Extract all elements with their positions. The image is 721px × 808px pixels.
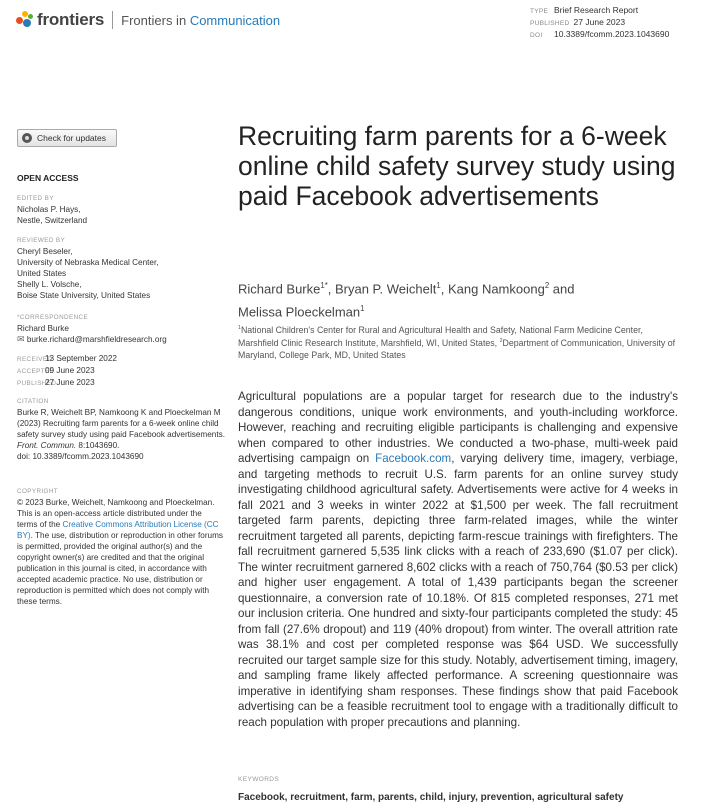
brand-name: frontiers — [37, 10, 105, 29]
correspondence-label: *CORRESPONDENCE — [17, 314, 89, 321]
affiliations — [238, 323, 683, 361]
copyright-label: COPYRIGHT — [17, 488, 59, 495]
open-access-label: OPEN ACCESS — [17, 173, 79, 183]
edited-by-label: EDITED BY — [17, 195, 54, 202]
correspondence-section — [17, 313, 227, 345]
author-name[interactable]: Kang Namkoong — [447, 281, 545, 297]
published-date: 27 June 2023 — [45, 378, 95, 387]
published-label: PUBLISHED — [17, 380, 57, 387]
author-name[interactable]: Richard Burke — [238, 281, 321, 297]
citation-doi[interactable]: doi: 10.3389/fcomm.2023.1043690 — [17, 452, 144, 461]
received-label: RECEIVED — [17, 356, 53, 363]
reviewer-affiliation: United States — [17, 269, 67, 278]
logo-divider — [112, 11, 113, 29]
reviewed-by-label: REVIEWED BY — [17, 237, 66, 244]
author-list — [238, 276, 658, 323]
envelope-icon: ✉ — [17, 334, 25, 344]
reviewer-affiliation: University of Nebraska Medical Center, — [17, 258, 159, 267]
citation-text — [17, 407, 227, 462]
copyright-section — [17, 487, 223, 607]
copyright-text — [17, 497, 223, 607]
author-separator: and — [549, 281, 575, 297]
abstract-text-end: , varying delivery time, imagery, verbiage, and targeting methods to recruit U.S. farm parents for an online survey study investigating childhood agricultural safety. Advertisements were active for 4 weeks in fall 2021 and 3 weeks in winter 2022 at $1,500 per week. The fall recruitment targeted farm parents, depicting three farm-related images, while the winter recruitment targeted all parents, depicting farm-rescue trainings with firefighters. The fall recruitment garnered 5,535 link clicks with a reach of 233,690 ($1.07 per click). The winter recruitment garnered 8,602 clicks with a reach of 750,764 ($0.53 per click) and higher user engagement. A total of 1,439 participants began the screener questionnaire, a conversion rate of 10.18%. Of 815 completed responses, 271 met our inclusion criteria. One hundred and sixty-four participants completed the study: 45 from fall (27.6% dropout) and 119 (40% dropout) from winter. The overall attrition rate was 38.1% and cost per completed response was $64 USD. We successfully recruited our target sample size for this study. Notably, advertisement timing, imagery, and sampling frame likely affected performance. A screening questionnaire was imperative in identifying sham responses. These findings show that paid Facebook advertising can be a feasible recruitment tool to engage with a traditionally difficult to reach population with proper precautions and planning. — [238, 452, 678, 729]
copyright-body: © 2023 Burke, Weichelt, Namkoong and Ploeckelman. This is an open-access article distributed under the terms of the — [17, 498, 215, 529]
accepted-date: 09 June 2023 — [45, 366, 95, 375]
affiliation-marker: 2 — [499, 338, 503, 345]
affiliation-2: Department of Communication, University of Maryland, College Park, MD, United States — [238, 338, 676, 360]
reviewer-affiliation: Boise State University, United States — [17, 291, 151, 300]
author-name[interactable]: Melissa Ploeckelman — [238, 304, 361, 320]
doi-label: DOI — [530, 32, 543, 39]
reviewer-name: Shelly L. Volsche, — [17, 280, 82, 289]
cc-license-link[interactable]: Creative Commons Attribution License (CC BY) — [17, 520, 219, 540]
keywords-label: KEYWORDS — [238, 776, 280, 783]
published-value: 27 June 2023 — [573, 17, 626, 27]
affiliation-1: National Children's Center for Rural and Agricultural Health and Safety, National Farm Medicine Center, Marshfield Clinic Research Institute, Marshfield, WI, United States, — [238, 324, 643, 349]
check-for-updates-button[interactable] — [17, 129, 117, 147]
journal-logo[interactable] — [16, 8, 280, 32]
reviewer-name: Cheryl Beseler, — [17, 247, 73, 256]
citation-label: CITATION — [17, 398, 49, 405]
edited-by-section — [17, 194, 227, 226]
reviewed-by-section — [17, 236, 227, 301]
citation-section — [17, 397, 227, 462]
doi-value[interactable]: 10.3389/fcomm.2023.1043690 — [554, 29, 670, 39]
facebook-link[interactable]: Facebook.com — [375, 452, 452, 465]
author-name[interactable]: Bryan P. Weichelt — [334, 281, 437, 297]
author-affil-marker: 1* — [320, 281, 328, 290]
editor-affiliation: Nestle, Switzerland — [17, 216, 88, 225]
check-updates-icon — [22, 133, 32, 143]
affiliation-marker: 1 — [238, 325, 241, 331]
citation-volume: 8:1043690. — [76, 441, 120, 450]
keywords-list: Facebook, recruitment, farm, parents, child, injury, prevention, agricultural safety — [238, 792, 624, 803]
abstract — [238, 389, 678, 730]
author-separator: , — [327, 281, 335, 297]
author-affil-marker: 1 — [360, 304, 365, 314]
published-label: PUBLISHED — [530, 20, 570, 27]
correspondence-email-row[interactable] — [17, 334, 227, 345]
type-label: TYPE — [530, 8, 549, 15]
journal-title — [121, 13, 280, 28]
author-affil-marker: 1 — [436, 281, 441, 290]
abstract-text: Agricultural populations are a popular target for research due to the industry's dangerous conditions, unique work environments, and youth-including workforce. However, reaching and recruiting eligible participants is challenging and expensive when compared to other industries. We conducted a two-phase, multi-week paid advertising campaign on — [238, 390, 678, 465]
article-meta — [530, 5, 669, 41]
citation-journal: Front. Commun. — [17, 441, 77, 450]
dates-section — [17, 353, 227, 389]
copyright-body-end: . The use, distribution or reproduction in other forums is permitted, provided the original author(s) and the copyright owner(s) are credited and that the original publication in this journal is cited, in accordance with accepted academic practice. No use, distribution or reproduction is permitted which does not comply with these terms. — [17, 531, 224, 606]
citation-body: Burke R, Weichelt BP, Namkoong K and Ploeckelman M (2023) Recruiting farm parents for a 6-week online child safety survey study using paid Facebook advertisements. — [17, 408, 225, 439]
correspondence-email[interactable]: burke.richard@marshfieldresearch.org — [26, 335, 167, 344]
accepted-label: ACCEPTED — [17, 368, 55, 375]
correspondence-name: Richard Burke — [17, 324, 69, 333]
received-date: 13 September 2022 — [45, 354, 117, 363]
journal-prefix: Frontiers in — [121, 12, 187, 28]
article-title: Recruiting farm parents for a 6-week online child safety survey study using paid Facebook advertisements — [238, 121, 676, 211]
journal-name: Communication — [189, 12, 281, 28]
author-affil-marker: 2 — [544, 281, 550, 290]
type-value: Brief Research Report — [554, 5, 639, 15]
check-updates-label: Check for updates — [37, 133, 106, 143]
frontiers-logo-icon — [16, 11, 34, 29]
editor-name: Nicholas P. Hays, — [17, 205, 81, 214]
author-separator: , — [440, 281, 448, 297]
